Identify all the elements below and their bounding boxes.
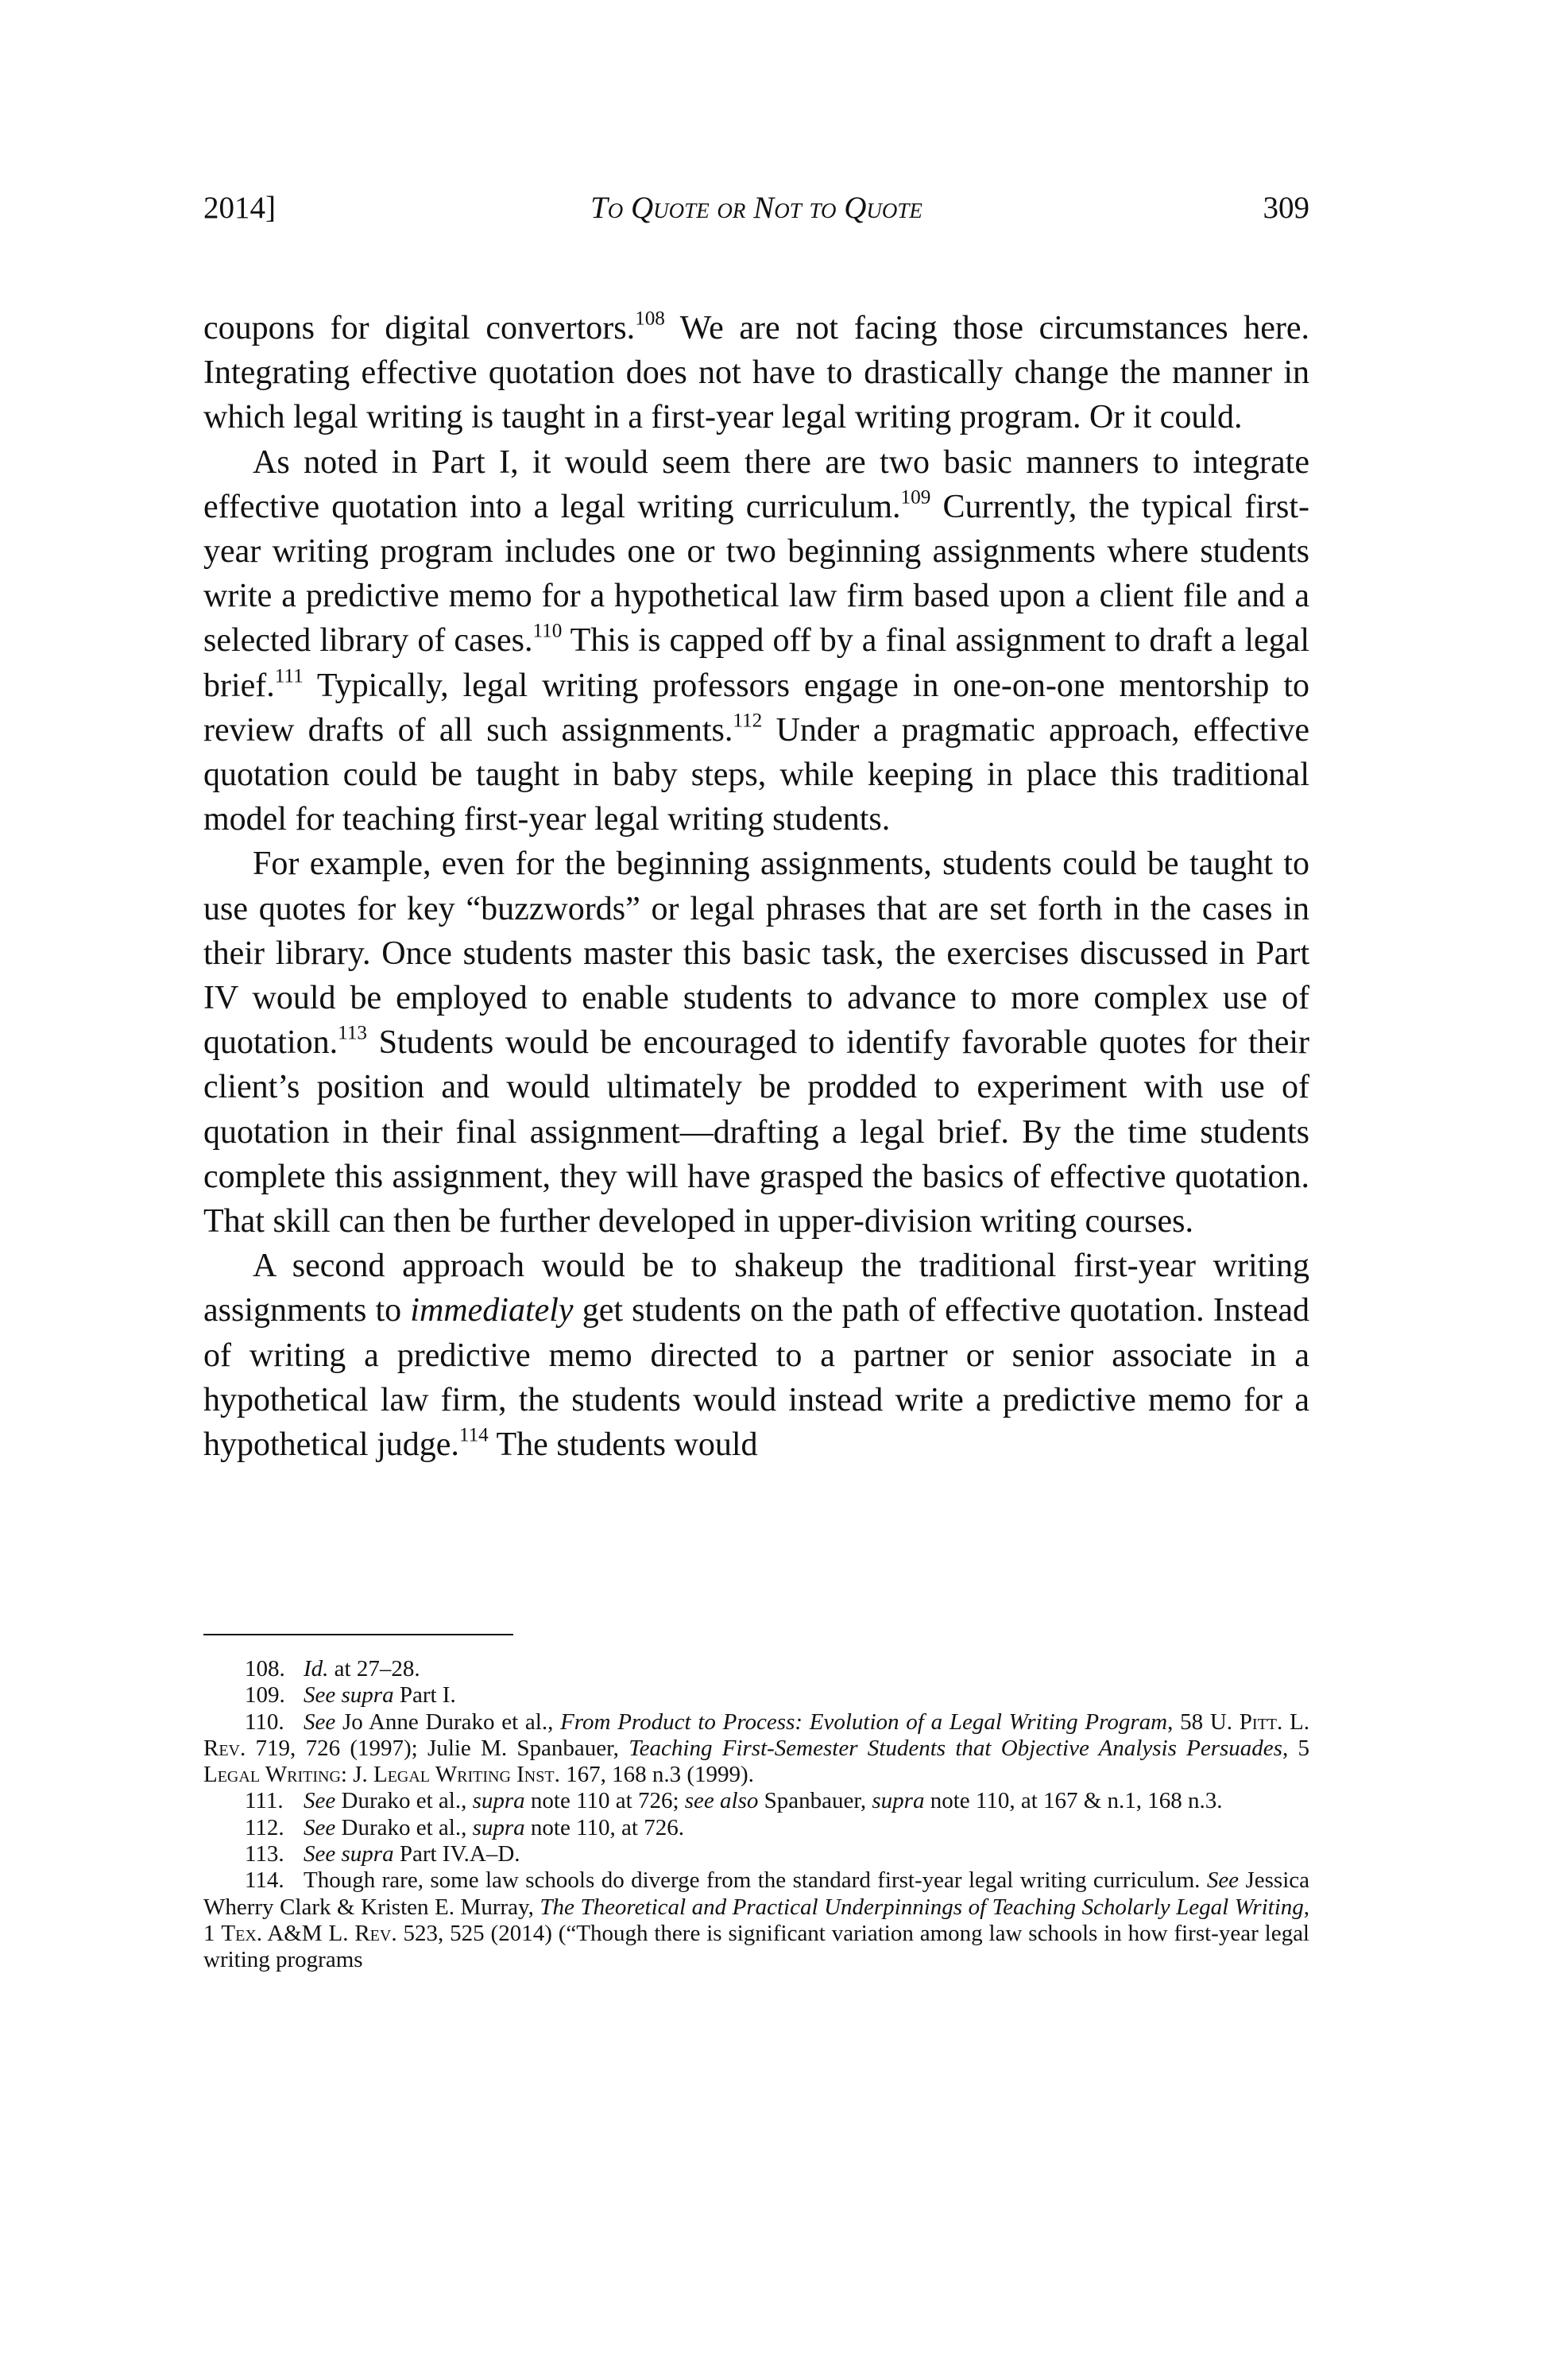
footnote-text: Though rare, some law schools do diverge from the standard first-year legal writing curriculum. — [304, 1867, 1207, 1894]
text-run: A second approach would be to shakeup the traditional first-year writing assignments to — [203, 1248, 1309, 1329]
citation-signal: See — [304, 1788, 336, 1814]
journal-abbrev: Legal Writing: J. Legal Writing Inst — [203, 1762, 555, 1788]
footnote-text: note 110 at 726; — [524, 1788, 685, 1814]
footnote-111 — [203, 1788, 1309, 1814]
footnote-text: Durako et al., — [335, 1814, 473, 1840]
footnote-108 — [203, 1656, 1309, 1682]
footnote-114 — [203, 1867, 1309, 1973]
footnote-110 — [203, 1709, 1309, 1789]
footnote-ref-111[interactable]: 111 — [274, 665, 304, 687]
citation-signal: See — [1206, 1867, 1240, 1894]
text-run: We are not facing those circumstances here. Integrating effective quotation does not have to drastically change the manner in which legal writing is taught in a first-year legal writing program. Or it could. — [203, 310, 1309, 436]
text-run: As noted in Part I, it would seem there are two basic manners to integrate effective quotation into a legal writing curriculum. — [203, 443, 1309, 525]
emphasis: immediately — [410, 1292, 574, 1329]
text-run: Students would be encouraged to identify favorable quotes for their client’s position and would ultimately be prodded to experiment with use of quotation in their final assignment—drafting a legal brief. By the time students complete this assignment, they will have grasped the basics of effective quotation. That skill can then be further developed in upper-division writing courses. — [203, 1024, 1309, 1240]
text-run: get students on the path of effective quotation. Instead of writing a predictive memo directed to a partner or senior associate in a hypothetical law firm, the students would instead write a predictive memo for a hypothetical judge. — [203, 1292, 1310, 1464]
footnote-number: 112. — [245, 1814, 284, 1840]
text-run: Typically, legal writing professors engage in one-on-one mentorship to review drafts of all such assignments. — [203, 667, 1309, 749]
article-title: The Theoretical and Practical Underpinnings of Teaching Scholarly Legal Writing — [540, 1894, 1304, 1920]
footnote-text: . 523, 525 (2014) (“Though there is significant variation among law schools in how first-year legal writing programs — [203, 1920, 1309, 1973]
footnote-ref-110[interactable]: 110 — [532, 620, 563, 642]
citation-signal: supra — [472, 1814, 525, 1840]
footnote-number: 109. — [245, 1682, 285, 1709]
text-run: Currently, the typical first-year writing program includes one or two beginning assignments where students write a predictive memo for a hypothetical law firm based upon a client file and a selected library of cases. — [203, 488, 1309, 660]
journal-abbrev: Tex — [221, 1920, 257, 1946]
header-year: 2014] — [203, 191, 276, 225]
citation-signal: supra — [472, 1788, 525, 1814]
footnote-text: note 110, at 726. — [524, 1814, 684, 1840]
footnote-text: , 5 — [1282, 1735, 1310, 1761]
footnote-ref-109[interactable]: 109 — [900, 486, 931, 509]
footnote-text: Jo Anne Durako et al., — [335, 1709, 561, 1735]
paragraph-2 — [203, 440, 1309, 842]
running-header — [203, 184, 1309, 232]
paragraph-4 — [203, 1244, 1309, 1467]
header-title: To Quote or Not to Quote — [590, 191, 922, 225]
citation-signal: see also — [684, 1788, 759, 1814]
footnote-number: 111. — [245, 1788, 284, 1814]
footnote-text: . A&M L. — [256, 1920, 355, 1946]
footnote-text: note 110, at 167 & n.1, 168 n.3. — [924, 1788, 1223, 1814]
footnote-number: 113. — [245, 1841, 284, 1867]
footnote-ref-113[interactable]: 113 — [338, 1022, 368, 1044]
citation-signal: supra — [872, 1788, 925, 1814]
paragraph-3 — [203, 842, 1309, 1244]
citation-signal: See — [304, 1709, 336, 1735]
footnote-text: . 719, 726 (1997); Julie M. Spanbauer, — [240, 1735, 629, 1761]
footnote-text: Part IV.A–D. — [393, 1841, 520, 1867]
paragraph-1 — [203, 306, 1309, 440]
text-run: For example, even for the beginning assignments, students could be taught to use quotes for key “buzzwords” or legal phrases that are set forth in the cases in their library. Once students master this basic task, the exercises discussed in Part IV would be employed to enable students to advance to more complex use of quotation. — [203, 846, 1309, 1062]
footnote-number: 114. — [245, 1867, 284, 1894]
text-run: The students would — [488, 1426, 758, 1464]
footnote-ref-114[interactable]: 114 — [458, 1424, 489, 1446]
footnote-text: Durako et al., — [335, 1788, 473, 1814]
footnote-ref-108[interactable]: 108 — [635, 308, 665, 330]
footnote-113 — [203, 1841, 1309, 1867]
text-run: Under a pragmatic approach, effective quotation could be taught in baby steps, while keeping in place this traditional model for teaching first-year legal writing students. — [203, 711, 1309, 838]
footnote-number: 110. — [245, 1709, 284, 1735]
footnote-ref-112[interactable]: 112 — [733, 710, 763, 732]
footnote-text: Spanbauer, — [758, 1788, 872, 1814]
footnote-109 — [203, 1682, 1309, 1709]
footnote-text: . 167, 168 n.3 (1999). — [554, 1762, 754, 1788]
footnote-divider — [203, 1634, 513, 1635]
footnote-text: , 58 U. — [1167, 1709, 1240, 1735]
footnote-text: Jessica Wherry Clark & Kristen E. Murray, — [203, 1867, 1310, 1920]
page-number: 309 — [1263, 191, 1309, 225]
footnote-112 — [203, 1815, 1309, 1841]
article-title: From Product to Process: Evolution of a Legal Writing Program — [560, 1709, 1168, 1735]
article-title: Teaching First-Semester Students that Objective Analysis Persuades — [629, 1735, 1282, 1761]
journal-abbrev: Rev — [354, 1920, 392, 1946]
footnotes — [203, 1656, 1309, 1974]
body-text — [203, 306, 1309, 1467]
footnote-number: 108. — [245, 1656, 285, 1681]
citation-signal: See supra — [304, 1841, 394, 1867]
citation-signal: See — [304, 1814, 336, 1840]
footnote-text: , 1 — [203, 1894, 1310, 1946]
journal-abbrev: Rev — [203, 1735, 241, 1761]
footnote-text: . L. — [1277, 1709, 1309, 1735]
citation-signal: See supra — [304, 1682, 394, 1709]
text-run: This is capped off by a final assignment to draft a legal brief. — [203, 622, 1309, 704]
text-run: coupons for digital convertors. — [203, 310, 636, 346]
citation-signal: Id. — [304, 1656, 329, 1681]
footnote-text: at 27–28. — [328, 1656, 420, 1681]
journal-abbrev: Pitt — [1239, 1709, 1278, 1735]
footnote-text: Part I. — [393, 1682, 456, 1709]
